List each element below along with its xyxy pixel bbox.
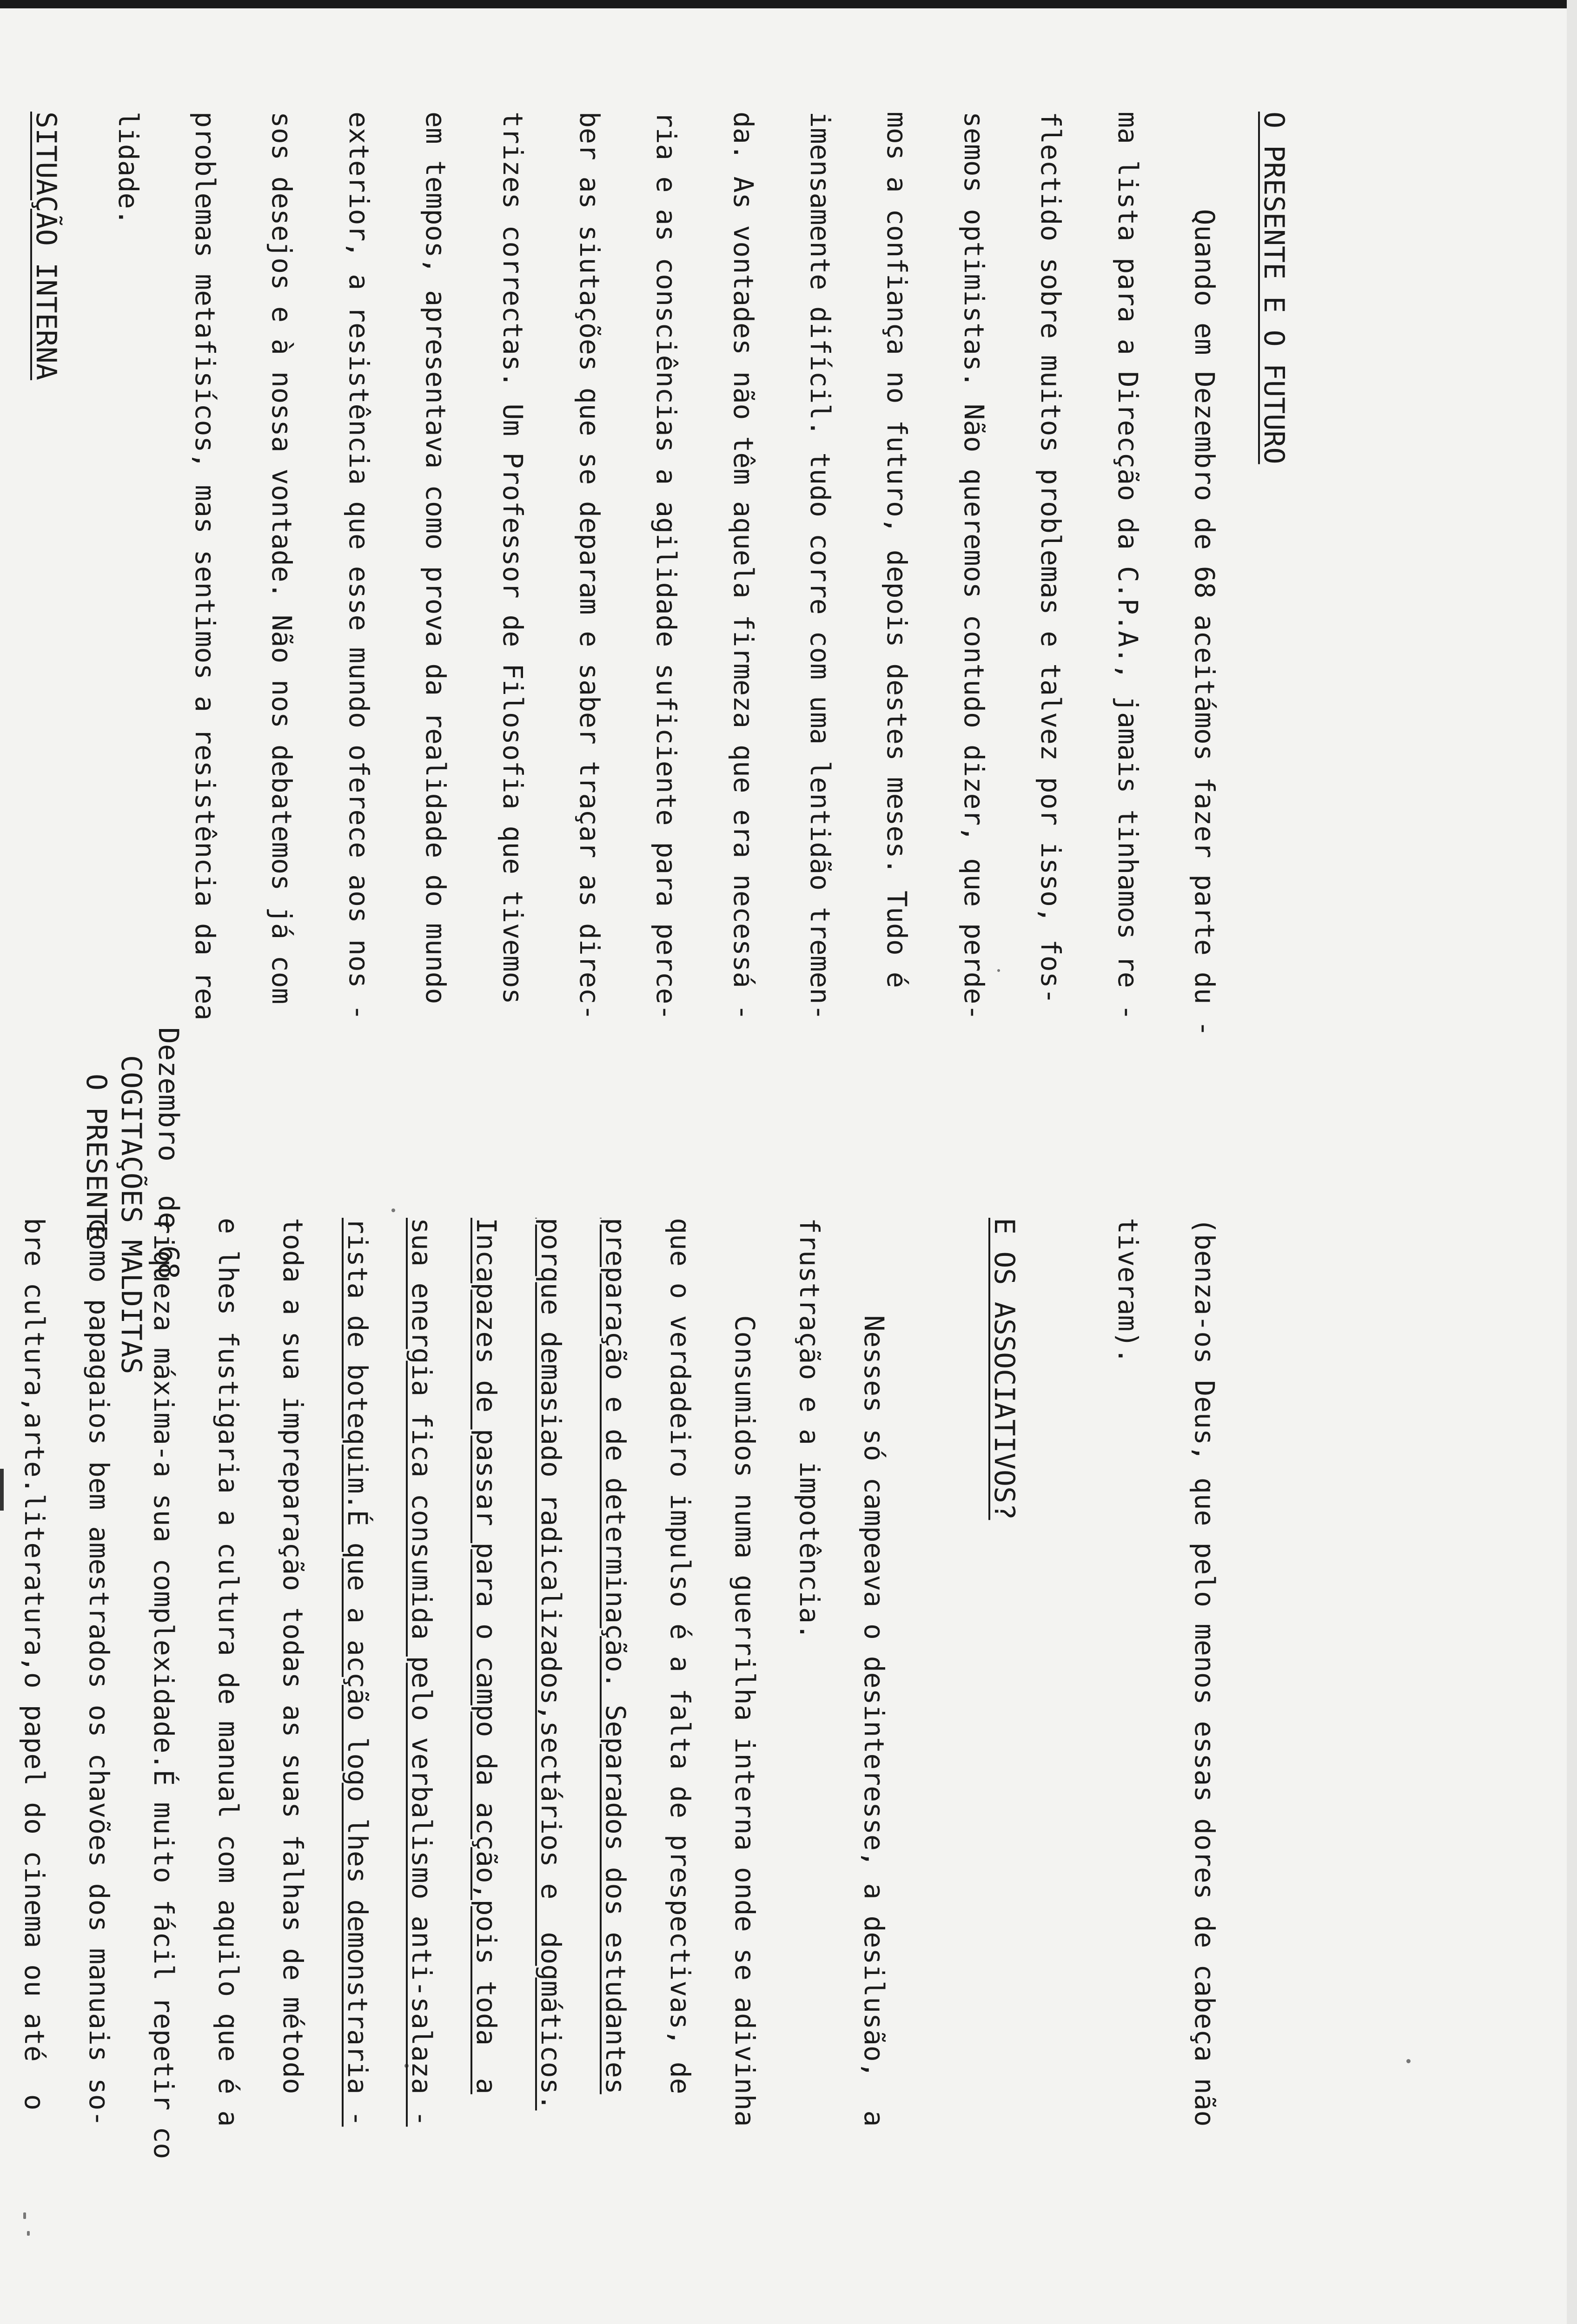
header-date: Dezembro de 68: [152, 1027, 185, 1279]
text-line: (benza-os Deus, que pelo menos essas dores de cabeça não: [1189, 1218, 1220, 2127]
section-heading-associatives: E OS ASSOCIATIVOS?: [988, 1218, 1020, 1520]
text-line: problemas metafisícos, mas sentimos a resistência da rea: [189, 112, 221, 1021]
text-line: da. As vontades não têm aquela firmeza que era necessá -: [728, 112, 759, 1021]
text-line: rista de botequim.É que a acção logo lhes demonstraria -: [342, 1218, 373, 2127]
text-line: ber as siutações que se deparam e saber traçar as direc-: [574, 112, 605, 1021]
text-line: exterior, a resistência que esse mundo oferece aos nos -: [343, 112, 375, 1021]
text-line: Nesses só campeava o desinteresse, a desilusão, a: [858, 1218, 890, 2127]
text-line: como papagaios bem amestrados os chavões dos manuais so-: [83, 1218, 115, 2127]
text-line: trizes correctas. Um Professor de Filosofia que tivemos: [497, 112, 529, 1004]
text-line: sos desejos e à nossa vontade. Não nos debatemos já com: [266, 112, 298, 1004]
text-line: imensamente difícil. tudo corre com uma lentidão tremen-: [804, 112, 836, 1021]
text-line: ria e as consciências a agilidade suficiente para perce-: [650, 112, 682, 1021]
header-title: O PRESENTE: [80, 1074, 113, 1242]
section-heading-present-future: O PRESENTE E O FUTURO: [1258, 112, 1290, 464]
text-line: Incapazes de passar para o campo da acção,pois toda a: [470, 1218, 502, 2094]
text-line: e lhes fustigaria a cultura de manual com aquilo que é a: [212, 1218, 244, 2127]
text-line: flectido sobre muitos problemas e talvez por isso, fos-: [1035, 112, 1067, 1004]
text-line: sua energia fica consumida pelo verbalismo anti-salaza -: [406, 1218, 437, 2127]
text-line: semos optimistas. Não queremos contudo dizer, que perde-: [958, 112, 990, 1021]
text-line: riqueza máxima-a sua complexidade.É muito fácil repetir co: [148, 1218, 179, 2159]
text-line: porque demasiado radicalizados,sectários e dogmáticos.: [535, 1218, 567, 2111]
text-line: mos a confiança no futuro, depois destes meses. Tudo é: [881, 112, 913, 988]
text-line: Quando em Dezembro de 68 aceitámos fazer parte du -: [1189, 112, 1220, 1037]
text-line: que o verdadeiro impulso é a falta de prespectivas, de: [664, 1218, 696, 2094]
text-line: lidade.: [113, 112, 144, 225]
text-line: em tempos, apresentava como prova da realidade do mundo: [420, 112, 451, 1004]
text-line: toda a sua impreparação todas as suas falhas de método: [277, 1218, 309, 2094]
text-line: Consumidos numa guerrilha interna onde se adivinha: [729, 1218, 761, 2127]
text-line: bre cultura,arte.literatura,o papel do cinema ou até o: [19, 1218, 50, 2111]
section-heading-internal-situation: SITUAÇÃO INTERNA: [30, 112, 62, 380]
header-subtitle: COGITAÇÕES MALDITAS: [115, 1055, 147, 1374]
text-line: frustração e a impotência.: [794, 1218, 825, 1640]
text-line: preparação e de determinação. Separados dos estudantes: [600, 1218, 631, 2094]
text-line: tiveram).: [1112, 1218, 1144, 1364]
text-line: ma lista para a Direcção da C.P.A., jamais tinhamos re -: [1112, 112, 1144, 1021]
